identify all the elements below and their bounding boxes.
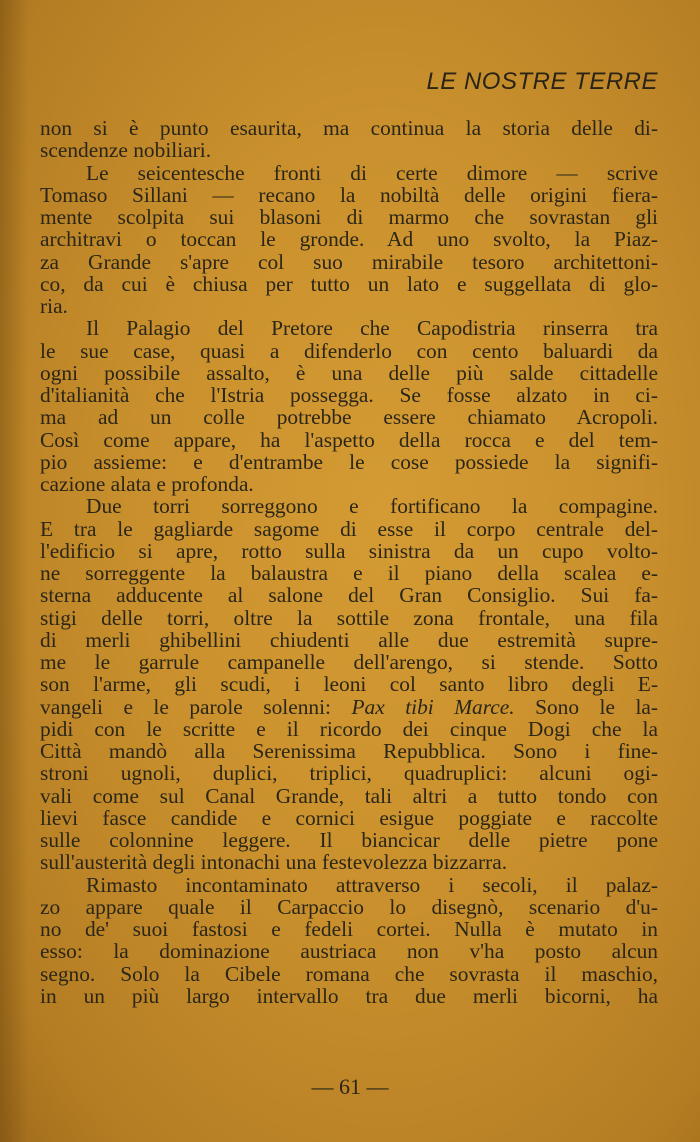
- text-line: [40, 896, 658, 918]
- text-line: [40, 495, 658, 517]
- text-line: [40, 829, 658, 851]
- text-line-content: architravi o toccan le gronde. Ad uno svolto, la Piaz-: [40, 227, 658, 252]
- text-line: [40, 718, 658, 740]
- text-line: [40, 206, 658, 228]
- text-line-content: vali come sul Canal Grande, tali altri a tutto tondo con: [40, 783, 658, 808]
- text-line: [40, 607, 658, 629]
- text-line-content: l'edificio si apre, rotto sulla sinistra da un cupo volto-: [40, 538, 658, 563]
- text-line: [40, 629, 658, 651]
- text-line-content: sulle colonnine leggere. Il biancicar delle pietre pone: [40, 828, 658, 852]
- text-line: [40, 251, 658, 273]
- text-line-content: son l'arme, gli scudi, i leoni col santo libro degli E-: [40, 672, 658, 697]
- running-header: LE NOSTRE TERRE: [426, 68, 658, 95]
- text-line: [40, 740, 658, 762]
- text-line-content: pidi con le scritte e il ricordo dei cinque Dogi che la: [40, 716, 658, 741]
- text-line-content: ria.: [40, 294, 68, 318]
- text-line: [40, 384, 658, 406]
- text-line-content: in un più largo intervallo tra due merli bicorni, ha: [40, 983, 658, 1008]
- text-line: [40, 273, 658, 295]
- text-line: [40, 651, 658, 673]
- italic-quote: Pax tibi Marce.: [351, 694, 515, 719]
- text-line-content: Due torri sorreggono e fortificano la compagine.: [86, 494, 658, 519]
- text-line-content: Tomaso Sillani — recano la nobiltà delle origini fiera-: [40, 182, 658, 207]
- text-line-content: stroni ugnoli, duplici, triplici, quadruplici: alcuni ogi-: [40, 761, 658, 786]
- text-line-content: Il Palagio del Pretore che Capodistria rinserra tra: [86, 316, 658, 341]
- text-line-content: segno. Solo la Cibele romana che sovrasta il maschio,: [40, 961, 658, 986]
- text-line: [40, 162, 658, 184]
- text-line-content: co, da cui è chiusa per tutto un lato e suggellata di glo-: [40, 271, 658, 296]
- text-line: [40, 117, 658, 139]
- text-line-content: le sue case, quasi a difenderlo con cento baluardi da: [40, 338, 658, 363]
- text-line: [40, 317, 658, 339]
- text-line: [40, 673, 658, 695]
- text-line-content: cazione alata e profonda.: [40, 472, 254, 496]
- text-line-content: d'italianità che l'Istria possegga. Se fosse alzato in ci-: [40, 383, 658, 407]
- text-line: [40, 429, 658, 451]
- text-line: [40, 584, 658, 606]
- text-line-content: E tra le gagliarde sagome di esse il corpo centrale del-: [40, 516, 658, 541]
- text-line: [40, 985, 658, 1007]
- text-line-content: stigi delle torri, oltre la sottile zona frontale, una fila: [40, 605, 658, 630]
- text-line-continuation: Sono le la-: [514, 694, 659, 719]
- text-line: [40, 963, 658, 985]
- text-line: [40, 362, 658, 384]
- text-line-content: no de' suoi fastosi e fedeli cortei. Nulla è mutato in: [40, 917, 658, 941]
- text-line: [40, 340, 658, 362]
- text-line-content: sull'austerità degli intonachi una festevolezza bizzarra.: [40, 850, 508, 875]
- text-line-content: esso: la dominazione austriaca non v'ha posto alcun: [40, 939, 658, 964]
- text-line-content: za Grande s'apre col suo mirabile tesoro architettoni-: [40, 249, 658, 274]
- text-line: [40, 785, 658, 807]
- text-line-content: zo appare quale il Carpaccio lo disegnò, scenario d'u-: [40, 894, 658, 919]
- gutter-shadow: [0, 0, 28, 1142]
- page-number: — 61 —: [311, 1074, 389, 1099]
- text-line: [40, 807, 658, 829]
- text-line: [40, 762, 658, 784]
- text-line: [40, 518, 658, 540]
- text-line: [40, 451, 658, 473]
- text-line-content: ma ad un colle potrebbe essere chiamato Acropoli.: [40, 405, 658, 430]
- text-line: [40, 406, 658, 428]
- text-line-content: Rimasto incontaminato attraverso i secoli, il palaz-: [86, 872, 658, 897]
- text-line-content: ogni possibile assalto, è una delle più salde cittadelle: [40, 360, 658, 385]
- text-line-content: ne sorreggente la balaustra e il piano della scalea e-: [40, 561, 658, 585]
- text-line-content: Città mandò alla Serenissima Repubblica. Sono i fine-: [40, 739, 658, 763]
- text-line: [40, 562, 658, 584]
- text-line: [40, 940, 658, 962]
- text-line-content: scendenze nobiliari.: [40, 138, 212, 163]
- text-line: [40, 874, 658, 896]
- text-line-content: lievi fasce candide e cornici esigue poggiate e raccolte: [40, 805, 658, 830]
- text-line-content: di merli ghibellini chiudenti alle due estremità supre-: [40, 627, 658, 652]
- text-line-content: sterna adducente al salone del Gran Consiglio. Sui fa-: [40, 583, 658, 608]
- body-text: [40, 117, 658, 1007]
- text-line: [40, 295, 658, 317]
- text-line: [40, 696, 658, 718]
- text-line-content: Così come appare, ha l'aspetto della rocca e del tem-: [40, 427, 658, 452]
- text-line: [40, 228, 658, 250]
- text-line-content: Le seicentesche fronti di certe dimore — scrive: [86, 160, 658, 185]
- text-line: [40, 184, 658, 206]
- text-line: [40, 473, 658, 495]
- text-line-content: mente scolpita sui blasoni di marmo che sovrastan gli: [40, 205, 658, 229]
- text-line-content: pio assieme: e d'entrambe le cose possiede la signifi-: [40, 449, 658, 474]
- text-line: [40, 540, 658, 562]
- text-line-content: vangeli e le parole solenni:: [40, 694, 352, 719]
- text-line: [40, 918, 658, 940]
- text-line: [40, 139, 658, 161]
- text-line: [40, 851, 658, 873]
- text-line-content: me le garrule campanelle dell'arengo, si stende. Sotto: [40, 650, 658, 674]
- text-line-content: non si è punto esaurita, ma continua la storia delle di-: [40, 116, 658, 140]
